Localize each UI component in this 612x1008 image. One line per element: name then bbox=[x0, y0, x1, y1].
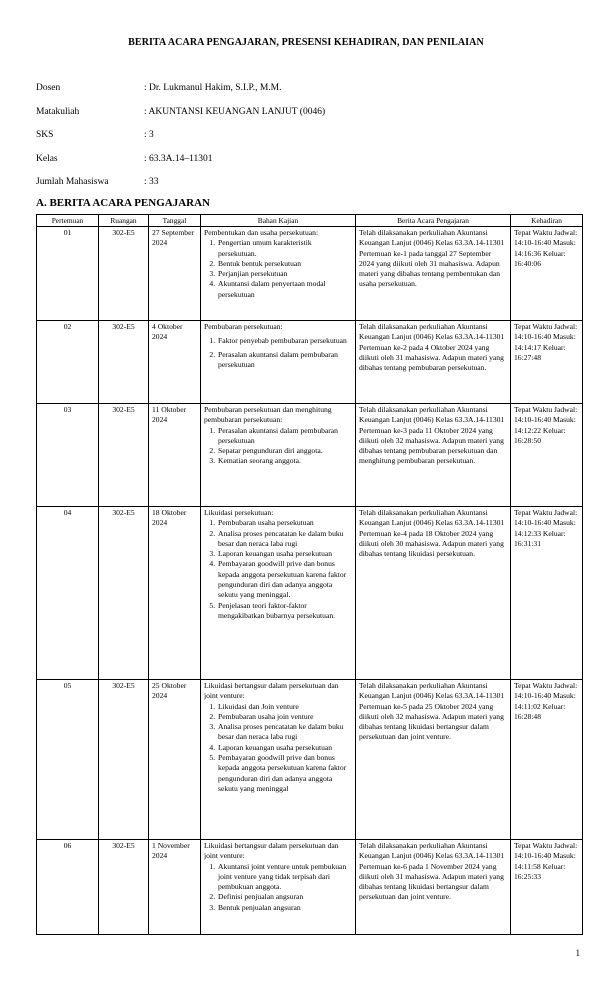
cell-bahan-kajian bbox=[201, 404, 356, 507]
cell-kehadiran: Tepat Waktu Jadwal: 14:10-16:40 Masuk: 14:11:02 Keluar: 16:28:48 bbox=[511, 680, 583, 840]
cell-tanggal: 27 September 2024 bbox=[149, 227, 201, 321]
cell-berita-acara: Telah dilaksanakan perkuliahan Akuntansi Keuangan Lanjut (0046) Kelas 63.3A.14-11301 Pertemuan ke-4 pada 18 Oktober 2024 yang diikuti oleh 30 mahasiswa. Adapun materi yang dibahas tentang likuidasi persekutuan. bbox=[356, 507, 511, 680]
page-number: 1 bbox=[575, 948, 580, 958]
cell-kehadiran: Tepat Waktu Jadwal: 14:10-16:40 Masuk: 14:16:36 Keluar: 16:40:06 bbox=[511, 227, 583, 321]
header-berita-acara: Berita Acara Pengajaran bbox=[356, 215, 511, 227]
cell-pertemuan: 01 bbox=[37, 227, 99, 321]
bahan-intro: Pembubaran persekutuan dan menghitung pembubaran persekutuan: bbox=[204, 405, 332, 425]
header-ruangan: Ruangan bbox=[99, 215, 149, 227]
cell-bahan-kajian bbox=[201, 507, 356, 680]
cell-berita-acara: Telah dilaksanakan perkuliahan Akuntansi Keuangan Lanjut (0046) Kelas 63.3A.14-11301 Pertemuan ke-6 pada 1 November 2024 yang diikuti oleh 31 mahasiswa. Adapun materi yang dibahas tentang likuidasi bertangsur dalam persekutuan dan joint venture. bbox=[356, 840, 511, 935]
table-row bbox=[37, 227, 583, 321]
list-item: 1. Perasalan akuntansi dalam pembubaran persekutuan bbox=[217, 426, 352, 447]
list-item: 2. Bentuk bentuk persekutuan bbox=[217, 259, 352, 269]
list-item: 4. Pembayaran goodwill prive dan bonus kepada anggota persekutuan karena faktor pengunduran diri dan adanya anggota sekutu yang meninggal. bbox=[217, 559, 352, 600]
cell-pertemuan: 02 bbox=[37, 321, 99, 404]
cell-bahan-kajian bbox=[201, 840, 356, 935]
info-label: Dosen bbox=[36, 83, 61, 93]
bahan-intro: Likuidasi persekutuan: bbox=[204, 508, 274, 517]
list-item: 2. Sepatar pengunduran diri anggota. bbox=[217, 446, 352, 456]
info-value: : 63.3A.14–11301 bbox=[144, 153, 213, 164]
list-item: 4. Laporan keuangan usaha persekutuan bbox=[217, 743, 352, 753]
bahan-list bbox=[204, 426, 352, 467]
bahan-intro: Likuidasi bertangsur dalam persekutuan dan joint venture: bbox=[204, 681, 339, 701]
bahan-clip bbox=[204, 681, 352, 794]
cell-kehadiran: Tepat Waktu Jadwal: 14:10-16:40 Masuk: 14:12:22 Keluar: 16:28:50 bbox=[511, 404, 583, 507]
bahan-list bbox=[204, 518, 352, 621]
cell-berita-acara: Telah dilaksanakan perkuliahan Akuntansi Keuangan Lanjut (0046) Kelas 63.3A.14-11301 Pertemuan ke-2 pada 4 Oktober 2024 yang diikuti oleh 31 mahasiswa. Adapun materi yang dibahas tentang pembubaran persekutuan. bbox=[356, 321, 511, 404]
list-item: 3. Perjanjian persekutuan bbox=[217, 269, 352, 279]
cell-pertemuan: 05 bbox=[37, 680, 99, 840]
document-title: BERITA ACARA PENGAJARAN, PRESENSI KEHADIRAN, DAN PENILAIAN bbox=[128, 37, 484, 48]
cell-kehadiran: Tepat Waktu Jadwal: 14:10-16:40 Masuk: 14:11:58 Keluar: 16:25:33 bbox=[511, 840, 583, 935]
info-value: : 33 bbox=[144, 177, 159, 187]
list-item: 2. Pembubaran usaha join venture bbox=[217, 712, 352, 722]
cell-ruangan: 302-E5 bbox=[99, 404, 149, 507]
cell-pertemuan: 03 bbox=[37, 404, 99, 507]
list-item: 3. Kematian seorang anggota. bbox=[217, 456, 352, 466]
list-item: 3. Analisa proses pencatatan ke dalam buku besar dan neraca laba rugi bbox=[217, 722, 352, 743]
cell-tanggal: 11 Oktober 2024 bbox=[149, 404, 201, 507]
cell-berita-acara: Telah dilaksanakan perkuliahan Akuntansi Keuangan Lanjut (0046) Kelas 63.3A.14-11301 Pertemuan ke-5 pada 25 Oktober 2024 yang diikuti oleh 32 mahasiswa. Adapun materi yang dibahas tentang likuidasi bertangsur dalam persekutuan dan joint venture. bbox=[356, 680, 511, 840]
cell-kehadiran: Tepat Waktu Jadwal: 14:10-16:40 Masuk: 14:14:17 Keluar: 16:27:48 bbox=[511, 321, 583, 404]
info-row-matakuliah bbox=[36, 107, 544, 131]
header-kehadiran: Kehadiran bbox=[511, 215, 583, 227]
list-item: 3. Laporan keuangan usaha persekutuan bbox=[217, 549, 352, 559]
info-label: Kelas bbox=[36, 153, 58, 164]
list-item: 1. Likuidasi dan Join venture bbox=[217, 702, 352, 712]
info-value: : Dr. Lukmanul Hakim, S.I.P., M.M. bbox=[144, 83, 282, 93]
cell-berita-acara: Telah dilaksanakan perkuliahan Akuntansi Keuangan Lanjut (0046) Kelas 63.3A.14-11301 Pertemuan ke-1 pada tanggal 27 September 2024 yang diikuti oleh 31 mahasiswa. Adapun materi yang dibahas tentang pembentukan dan usaha persekutuan. bbox=[356, 227, 511, 321]
cell-ruangan: 302-E5 bbox=[99, 507, 149, 680]
info-label: SKS bbox=[36, 130, 54, 140]
list-item: 2. Analisa proses pencatatan ke dalam buku besar dan neraca laba rugi bbox=[217, 529, 352, 550]
cell-pertemuan: 04 bbox=[37, 507, 99, 680]
table-row bbox=[37, 507, 583, 680]
cell-tanggal: 18 Oktober 2024 bbox=[149, 507, 201, 680]
bahan-intro: Pembubaran persekutuan: bbox=[204, 322, 283, 331]
bahan-clip bbox=[204, 841, 352, 913]
list-item: 2. Perasalan akuntansi dalam pembubaran persekutuan bbox=[217, 350, 352, 371]
info-row-dosen bbox=[36, 83, 544, 107]
list-item: 3. Bentuk penjualan angsuran bbox=[217, 903, 352, 913]
info-row-sks bbox=[36, 130, 544, 154]
info-value: : 3 bbox=[144, 130, 154, 140]
cell-tanggal: 4 Oktober 2024 bbox=[149, 321, 201, 404]
cell-ruangan: 302-E5 bbox=[99, 321, 149, 404]
cell-bahan-kajian bbox=[201, 680, 356, 840]
list-item: 1. Faktor penyebab pembubaran persekutuan bbox=[217, 336, 352, 346]
header-pertemuan: Pertemuan bbox=[37, 215, 99, 227]
section-title: A. BERITA ACARA PENGAJARAN bbox=[36, 197, 210, 209]
info-label: Matakuliah bbox=[36, 106, 80, 117]
table-row bbox=[37, 840, 583, 935]
table-row bbox=[37, 321, 583, 404]
list-item: 1. Akuntansi joint venture untuk pembukuan joint venture yang tidak terpisah dari pembukuan anggota. bbox=[217, 862, 352, 893]
table-row bbox=[37, 680, 583, 840]
cell-bahan-kajian bbox=[201, 321, 356, 404]
list-item: 5. Pembayaran goodwill prive dan bonus kepada anggota persekutuan karena faktor pengunduran diri dan adanya anggota sekutu yang meninggal bbox=[217, 753, 352, 794]
list-item: 2. Definisi penjualan angsuran bbox=[217, 892, 352, 902]
bahan-intro: Likuidasi bertangsur dalam persekutuan dan joint venture: bbox=[204, 841, 339, 861]
table-row bbox=[37, 404, 583, 507]
cell-tanggal: 25 Oktober 2024 bbox=[149, 680, 201, 840]
info-row-kelas bbox=[36, 154, 544, 178]
bahan-list bbox=[204, 702, 352, 795]
bahan-list bbox=[204, 238, 352, 300]
info-block bbox=[36, 83, 544, 201]
cell-ruangan: 302-E5 bbox=[99, 840, 149, 935]
list-item: 1. Pengertian umum karakteristik persekutuan. bbox=[217, 238, 352, 259]
info-value: : AKUNTANSI KEUANGAN LANJUT (0046) bbox=[144, 106, 326, 117]
list-item: 4. Akuntansi dalam penyertaan modal persekutuan bbox=[217, 279, 352, 300]
cell-berita-acara: Telah dilaksanakan perkuliahan Akuntansi Keuangan Lanjut (0046) Kelas 63.3A.14-11301 Pertemuan ke-3 pada 11 Oktober 2024 yang diikuti oleh 32 mahasiswa. Adapun materi yang dibahas tentang pembubaran persekutuan dan menghitung pembubaran persekutuan. bbox=[356, 404, 511, 507]
bahan-list bbox=[204, 862, 352, 913]
table-header-row bbox=[37, 215, 583, 227]
list-item: 5. Penjelasan teori faktor-faktor mengakibatkan bubarnya persekutuan. bbox=[217, 601, 352, 622]
cell-ruangan: 302-E5 bbox=[99, 680, 149, 840]
bahan-list bbox=[204, 336, 352, 370]
cell-pertemuan: 06 bbox=[37, 840, 99, 935]
header-bahan-kajian: Bahan Kajian bbox=[201, 215, 356, 227]
bahan-intro: Pembentukan dan usaha persekutuan: bbox=[204, 228, 319, 237]
header-tanggal: Tanggal bbox=[149, 215, 201, 227]
cell-kehadiran: Tepat Waktu Jadwal: 14:10-16:40 Masuk: 14:12:33 Keluar: 16:31:31 bbox=[511, 507, 583, 680]
cell-ruangan: 302-E5 bbox=[99, 227, 149, 321]
info-label: Jumlah Mahasiswa bbox=[36, 177, 109, 187]
cell-bahan-kajian bbox=[201, 227, 356, 321]
teaching-table bbox=[36, 214, 583, 935]
cell-tanggal: 1 November 2024 bbox=[149, 840, 201, 935]
list-item: 1. Pembubaran usaha persekutuan bbox=[217, 518, 352, 528]
